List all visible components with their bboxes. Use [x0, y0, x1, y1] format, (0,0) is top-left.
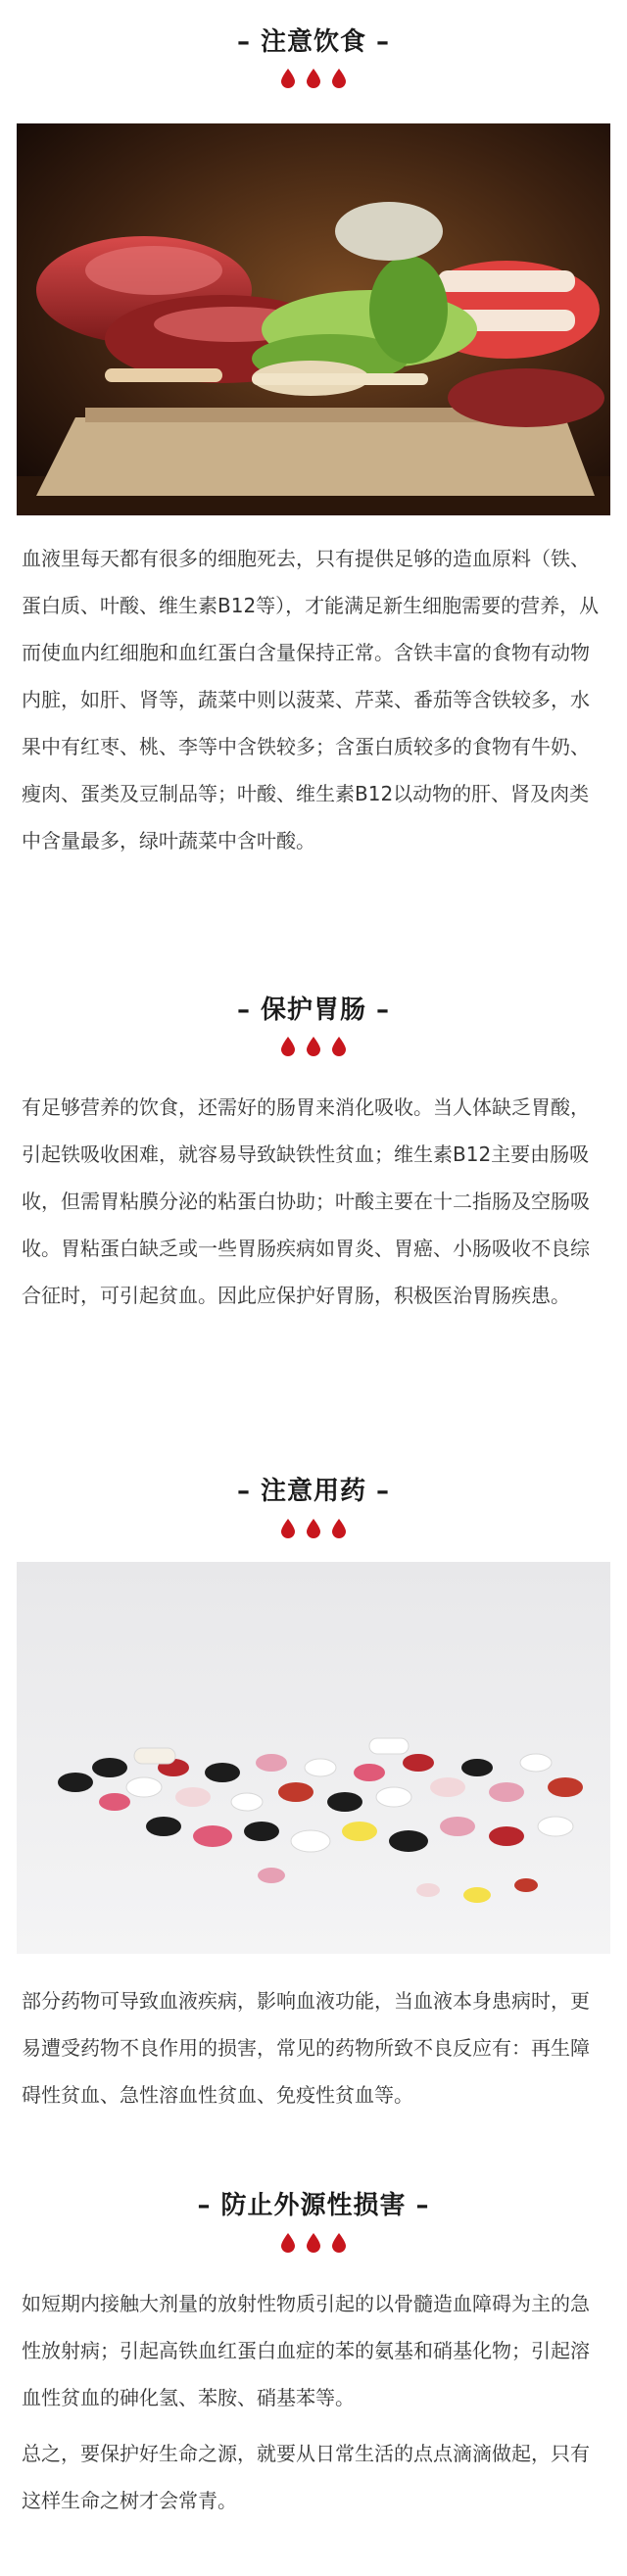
- drop-divider: [0, 1037, 627, 1056]
- food-photo: [17, 123, 610, 515]
- blood-drop-icon: [332, 1037, 346, 1056]
- drop-divider: [0, 69, 627, 88]
- paragraph: 血液里每天都有很多的细胞死去，只有提供足够的造血原料（铁、蛋白质、叶酸、维生素B12等），才能满足新生细胞需要的营养，从而使血内红细胞和血红蛋白含量保持正常。含铁丰富的食物有动物内脏，如肝、肾等，蔬菜中则以菠菜、芹菜、番茄等含铁较多，水果中有红枣、桃、李等中含铁较多；含蛋白质较多的食物有牛奶、瘦肉、蛋类及豆制品等；叶酸、维生素B12以动物的肝、肾及肉类中含量最多，绿叶蔬菜中含叶酸。: [22, 547, 600, 852]
- drop-divider: [0, 1519, 627, 1538]
- blood-drop-icon: [307, 1037, 320, 1056]
- section-title: – 注意饮食 –: [236, 27, 391, 57]
- blood-drop-icon: [307, 1519, 320, 1538]
- drop-divider: [0, 2233, 627, 2253]
- blood-drop-icon: [281, 2233, 295, 2253]
- blood-drop-icon: [332, 69, 346, 88]
- blood-drop-icon: [281, 1519, 295, 1538]
- blood-drop-icon: [332, 2233, 346, 2253]
- blood-drop-icon: [307, 2233, 320, 2253]
- blood-drop-icon: [332, 1519, 346, 1538]
- blood-drop-icon: [281, 1037, 295, 1056]
- section-title: – 防止外源性损害 –: [197, 2191, 430, 2220]
- section-title: – 注意用药 –: [236, 1477, 391, 1506]
- paragraph: 有足够营养的饮食，还需好的肠胃来消化吸收。当人体缺乏胃酸，引起铁吸收困难，就容易导致缺铁性贫血；维生素B12主要由肠吸收，但需胃粘膜分泌的粘蛋白协助；叶酸主要在十二指肠及空肠吸收。胃粘蛋白缺乏或一些胃肠疾病如胃炎、胃癌、小肠吸收不良综合征时，可引起贫血。因此应保护好胃肠，积极医治胃肠疾患。: [22, 1095, 590, 1307]
- blood-drop-icon: [307, 69, 320, 88]
- paragraph: 如短期内接触大剂量的放射性物质引起的以骨髓造血障碍为主的急性放射病；引起高铁血红蛋白血症的苯的氨基和硝基化物；引起溶血性贫血的砷化氢、苯胺、硝基苯等。: [22, 2292, 590, 2409]
- section-title: – 保护胃肠 –: [236, 996, 391, 1025]
- paragraph: 部分药物可导致血液疾病，影响血液功能，当血液本身患病时，更易遭受药物不良作用的损害，常见的药物所致不良反应有：再生障碍性贫血、急性溶血性贫血、免疫性贫血等。: [22, 1989, 590, 2107]
- blood-drop-icon: [281, 69, 295, 88]
- pills-photo: [17, 1562, 610, 1954]
- paragraph: 总之，要保护好生命之源，就要从日常生活的点点滴滴做起，只有这样生命之树才会常青。: [22, 2442, 590, 2512]
